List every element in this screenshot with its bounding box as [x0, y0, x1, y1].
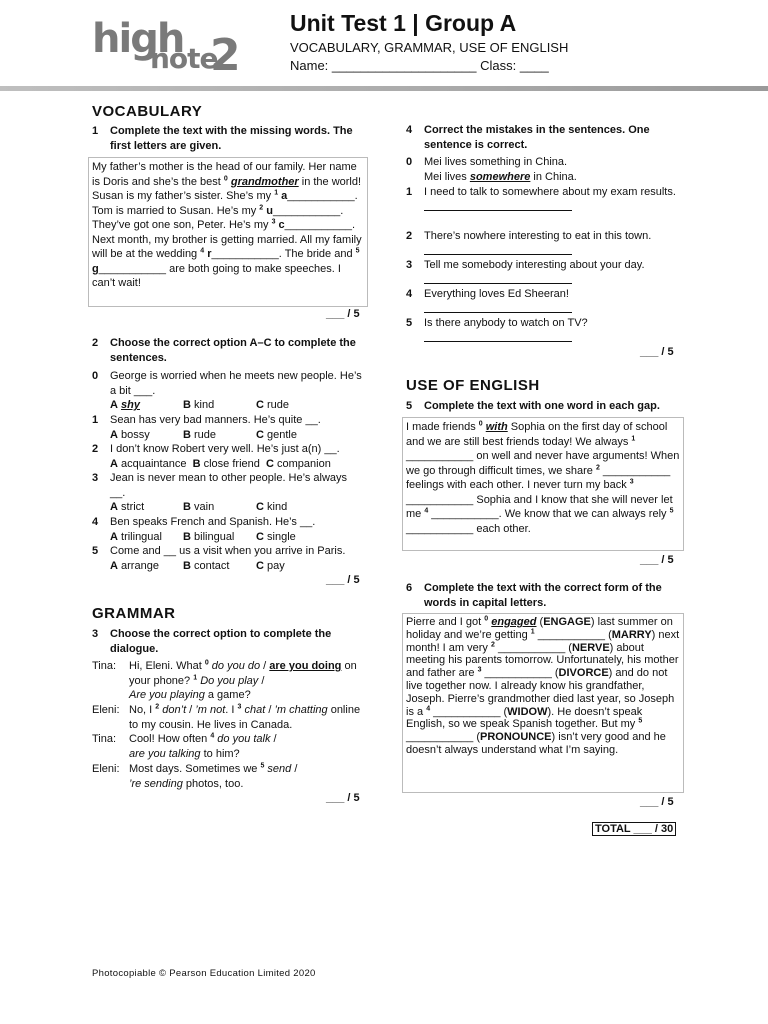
dialogue-line-2: Eleni: No, I $^2$ don’t / ’m not. I $^3$ chat / ’m chatting online to my cousin. He lives in Canada.: [92, 703, 361, 731]
answer-line: [424, 244, 572, 255]
instruction-text: Choose the correct option to complete the dialogue.: [110, 628, 332, 655]
question-1-instruction: [92, 124, 360, 154]
logo-word-note: note: [150, 42, 218, 75]
header-divider: [0, 86, 768, 91]
instruction-text: Correct the mistakes in the sentences. One sentence is correct.: [424, 124, 650, 151]
question-number: 1: [92, 125, 99, 137]
section-heading-use-of-english: USE OF ENGLISH: [406, 377, 540, 394]
q4-item-5: 5 Is there anybody to watch on TV?: [406, 316, 676, 346]
name-class-line: Name: ____________________ Class: ____: [290, 58, 549, 73]
q2-item-3: 3 Jean is never mean to other people. He’s always __. A strict B vain C kind: [92, 472, 348, 513]
q2-item-1: 1 Sean has very bad manners. He’s quite __. A bossy B rude C gentle: [92, 414, 321, 441]
answer-line: [424, 273, 572, 284]
q2-item-4: 4 Ben speaks French and Spanish. He’s __. A trilingual B bilingual C single: [92, 516, 316, 543]
question-3-instruction: [92, 627, 360, 657]
question-number: 2: [92, 337, 99, 349]
q4-item-3: 3 Tell me somebody interesting about your day.: [406, 258, 676, 288]
q2-item-0: 0 George is worried when he meets new people. He’s a bit ___. A shy B kind C rude: [92, 370, 362, 411]
q4-item-2: 2 There’s nowhere interesting to eat in this town.: [406, 229, 676, 259]
page-subtitle: VOCABULARY, GRAMMAR, USE OF ENGLISH: [290, 40, 569, 55]
answer-line: [424, 331, 572, 342]
q2-item-2: 2 I don’t know Robert very well. He’s just a(n) __. A acquaintance B close friend C companion: [92, 443, 340, 470]
q2-item-5: 5 Come and __ us a visit when you arrive in Paris. A arrange B contact C pay: [92, 545, 346, 572]
copyright-footer: Photocopiable © Pearson Education Limited 2020: [92, 968, 316, 979]
question-2-score: ___ / 5: [326, 574, 360, 586]
q4-item-1: 1 I need to talk to somewhere about my exam results.: [406, 185, 676, 215]
page-title: Unit Test 1 | Group A: [290, 10, 517, 36]
q4-item-4: 4 Everything loves Ed Sheeran!: [406, 287, 676, 317]
question-3-score: ___ / 5: [326, 792, 360, 804]
instruction-text: Choose the correct option A–C to complete the sentences.: [110, 337, 356, 364]
question-1-text-box: My father’s mother is the head of our family. Her name is Doris and she’s the best $^0$ grandmother in the world! Susan is my father’s sister. She’s my $^1$ a___________. Tom is married to Susan. He’s my $^2$ u___________. They’ve got one son, Peter. He’s my $^3$ c___________. Next month, my brother is getting married. All my family will be at the wedding $^4$ r___________. The bride and $^5$ g___________ are both going to make speeches. I can’t wait!: [88, 157, 368, 307]
question-number: 6: [406, 582, 413, 594]
question-number: 4: [406, 124, 413, 136]
question-6-score: ___ / 5: [640, 796, 674, 808]
question-number: 3: [92, 628, 99, 640]
dialogue-line-4: Eleni: Most days. Sometimes we $^5$ send / ’re sending photos, too.: [92, 762, 298, 790]
dialogue-line-3: Tina: Cool! How often $^4$ do you talk / are you talking to him?: [92, 732, 277, 760]
section-heading-vocabulary: VOCABULARY: [92, 103, 203, 120]
section-heading-grammar: GRAMMAR: [92, 605, 176, 622]
question-5-score: ___ / 5: [640, 554, 674, 566]
instruction-text: Complete the text with the missing words. The first letters are given.: [110, 125, 353, 152]
instruction-text: Complete the text with one word in each gap.: [424, 400, 660, 412]
total-score-box: TOTAL ___ / 30: [592, 822, 676, 836]
question-1-score: ___ / 5: [326, 308, 360, 320]
question-4-instruction: [406, 123, 676, 153]
answer-line: [424, 200, 572, 211]
logo-number: 2: [210, 30, 241, 81]
question-5-text-box: I made friends $^0$ with Sophia on the first day of school and we are still best friends today! We always $^1$ ___________ on well and never have arguments! When we go through difficult times, we share $^2$ ___________ feelings with each other. I never turn my back $^3$ ___________ Sophia and I know that she will never let me $^4$ ___________. We know that we can always rely $^5$ ___________ each other.: [402, 417, 684, 551]
question-number: 5: [406, 400, 413, 412]
q4-item-0: 0 Mei lives something in China. Mei lives somewhere in China.: [406, 156, 577, 183]
question-2-instruction: [92, 336, 360, 366]
instruction-text: Complete the text with the correct form of the words in capital letters.: [424, 582, 662, 609]
answer-line: [424, 302, 572, 313]
question-5-instruction: [406, 399, 681, 414]
question-4-score: ___ / 5: [640, 346, 674, 358]
logo-word-high: high: [92, 16, 184, 62]
question-6-instruction: [406, 581, 681, 611]
question-6-text-box: Pierre and I got $^0$ engaged (ENGAGE) last summer on holiday and we’re getting $^1$ ___________ (MARRY) next month! I am very $^2$ ___________ (NERVE) about meeting his parents tomorrow. Unfortunately, his mother and father are $^3$ ___________ (DIVORCE) and do not live together now. I already know his grandfather, Joseph. Pierre’s grandmother died last year, so Joseph is a $^4$ ___________ (WIDOW). He doesn’t speak English, so we speak Spanish together. But my $^5$ ___________ (PRONOUNCE) isn’t very good and he doesn’t always understand what I’m saying.: [402, 613, 684, 793]
dialogue-line-1: Tina: Hi, Eleni. What $^0$ do you do / are you doing on your phone? $^1$ Do you play / Are you playing a game?: [92, 659, 357, 701]
